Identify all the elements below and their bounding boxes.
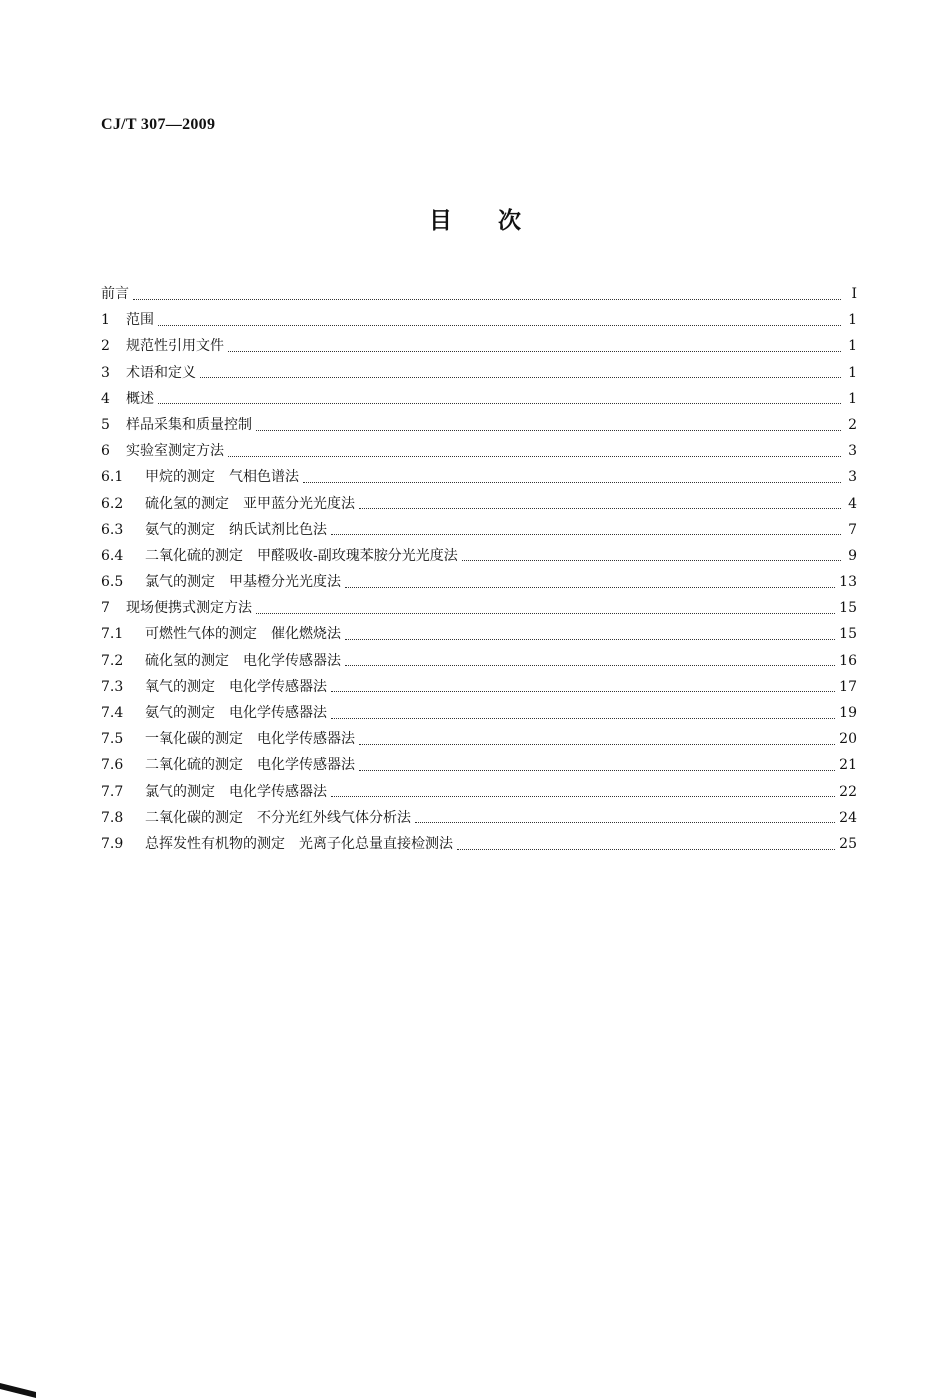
toc-entry-page: 20 (839, 731, 857, 748)
toc-entry[interactable] (101, 519, 857, 545)
toc-entry-page: 1 (848, 390, 857, 407)
toc-entry-number: 6.1 (101, 469, 124, 486)
toc-leader-dots (200, 377, 841, 378)
toc-entry[interactable] (101, 833, 857, 859)
toc-entry-page: 1 (848, 312, 857, 329)
toc-leader-dots (303, 482, 841, 483)
toc-entry-page: 16 (839, 652, 857, 669)
toc-leader-dots (345, 665, 835, 666)
toc-entry[interactable] (101, 440, 857, 466)
toc-entry-number: 5 (101, 416, 110, 433)
toc-entry-number: 7.8 (101, 809, 124, 826)
toc-entry[interactable] (101, 728, 857, 754)
toc-entry-title: 概述 (126, 390, 154, 407)
toc-leader-dots (256, 613, 835, 614)
toc-leader-dots (359, 744, 835, 745)
toc-entry-page: 24 (839, 809, 857, 826)
toc-leader-dots (331, 691, 835, 692)
toc-leader-dots (345, 639, 835, 640)
toc-entry[interactable] (101, 388, 857, 414)
scan-edge-mark (0, 1383, 36, 1398)
toc-entry[interactable] (101, 702, 857, 728)
toc-entry-title: 二氧化硫的测定 甲醛吸收-副玫瑰苯胺分光光度法 (145, 547, 458, 564)
toc-entry[interactable] (101, 309, 857, 335)
toc-entry-page: 2 (848, 416, 857, 433)
toc-entry-page: 25 (839, 835, 857, 852)
toc-entry-number: 7.3 (101, 678, 124, 695)
toc-leader-dots (359, 770, 835, 771)
toc-entry-page: 1 (848, 364, 857, 381)
toc-entry-title: 氯气的测定 甲基橙分光光度法 (145, 574, 341, 591)
toc-entry-number: 6 (101, 443, 110, 460)
toc-entry-title: 氨气的测定 电化学传感器法 (145, 705, 327, 721)
toc-entry-number: 6.4 (101, 547, 124, 564)
toc-entry-title: 现场便携式测定方法 (126, 600, 252, 617)
toc-leader-dots (331, 534, 841, 535)
toc-entry-page: 13 (839, 574, 857, 591)
toc-entry[interactable] (101, 335, 857, 361)
toc-entry-title: 一氧化碳的测定 电化学传感器法 (145, 731, 355, 748)
toc-entry-title: 甲烷的测定 气相色谱法 (145, 469, 299, 486)
toc-entry-number: 6.3 (101, 521, 124, 538)
toc-entry-page: 15 (839, 600, 857, 617)
toc-entry[interactable] (101, 807, 857, 833)
toc-entry[interactable] (101, 493, 857, 519)
toc-entry-number: 7.4 (101, 705, 124, 721)
toc-entry-title: 实验室测定方法 (126, 443, 224, 460)
toc-entry-number: 6.2 (101, 495, 124, 512)
toc-entry-number: 1 (101, 312, 110, 329)
toc-entry-title: 硫化氢的测定 亚甲蓝分光光度法 (145, 495, 355, 512)
toc-entry-page: 4 (848, 495, 857, 512)
page-title: 目次 (429, 208, 567, 234)
toc-entry-page: 1 (848, 338, 857, 355)
toc-leader-dots (158, 403, 841, 404)
toc-leader-dots (457, 849, 835, 850)
toc-entry-number: 3 (101, 364, 110, 381)
toc-leader-dots (331, 718, 835, 719)
toc-entry[interactable] (101, 781, 857, 807)
toc-entry-number: 2 (101, 338, 110, 355)
toc-entry[interactable] (101, 754, 857, 780)
toc-entry[interactable] (101, 597, 857, 623)
document-code: CJ/T 307—2009 (101, 116, 216, 133)
toc-entry[interactable] (101, 676, 857, 702)
toc-entry-page: 7 (848, 521, 857, 538)
toc-entry-number: 7.9 (101, 835, 124, 852)
toc-entry-title: 规范性引用文件 (126, 338, 224, 355)
table-of-contents (101, 283, 857, 859)
toc-entry-title: 总挥发性有机物的测定 光离子化总量直接检测法 (145, 835, 453, 852)
toc-entry[interactable] (101, 650, 857, 676)
toc-entry-page: 21 (839, 757, 857, 774)
toc-entry-title: 二氧化硫的测定 电化学传感器法 (145, 757, 355, 774)
toc-entry[interactable] (101, 466, 857, 492)
toc-entry[interactable] (101, 283, 857, 309)
toc-entry-title: 术语和定义 (126, 364, 196, 381)
toc-entry-title: 范围 (126, 312, 154, 329)
toc-entry-title: 样品采集和质量控制 (126, 416, 252, 433)
toc-leader-dots (345, 587, 835, 588)
toc-entry-page: 17 (839, 678, 857, 695)
toc-entry-number: 7.5 (101, 731, 124, 748)
toc-entry-number: 7.7 (101, 783, 124, 800)
toc-entry[interactable] (101, 362, 857, 388)
toc-entry[interactable] (101, 571, 857, 597)
toc-leader-dots (228, 351, 841, 352)
toc-leader-dots (359, 508, 841, 509)
toc-entry-title: 氧气的测定 电化学传感器法 (145, 678, 327, 695)
toc-entry-number: 7.2 (101, 652, 124, 669)
toc-entry-number: 7.1 (101, 626, 124, 643)
toc-entry-title: 二氧化碳的测定 不分光红外线气体分析法 (145, 809, 411, 826)
toc-entry-title: 可燃性气体的测定 催化燃烧法 (145, 626, 341, 643)
toc-entry-page: 19 (839, 705, 857, 721)
toc-entry-page: 3 (848, 443, 857, 460)
toc-leader-dots (158, 325, 841, 326)
toc-entry-number: 7 (101, 600, 110, 617)
toc-leader-dots (133, 299, 841, 300)
toc-entry-page: 22 (839, 783, 857, 800)
toc-entry[interactable] (101, 414, 857, 440)
toc-entry-page: 3 (848, 469, 857, 486)
toc-leader-dots (256, 430, 841, 431)
toc-entry-title: 氯气的测定 电化学传感器法 (145, 783, 327, 800)
toc-entry-page: 9 (848, 547, 857, 564)
toc-leader-dots (415, 822, 835, 823)
toc-entry-title: 硫化氢的测定 电化学传感器法 (145, 652, 341, 669)
toc-leader-dots (462, 560, 841, 561)
toc-entry[interactable] (101, 545, 857, 571)
toc-entry-page: Ⅰ (851, 286, 857, 302)
toc-entry-title: 氨气的测定 纳氏试剂比色法 (145, 521, 327, 538)
toc-leader-dots (228, 456, 841, 457)
toc-leader-dots (331, 796, 835, 797)
toc-entry-title: 前言 (101, 286, 129, 302)
toc-entry-number: 6.5 (101, 574, 124, 591)
toc-entry-number: 7.6 (101, 757, 124, 774)
toc-entry-number: 4 (101, 390, 110, 407)
toc-entry-page: 15 (839, 626, 857, 643)
toc-entry[interactable] (101, 623, 857, 649)
